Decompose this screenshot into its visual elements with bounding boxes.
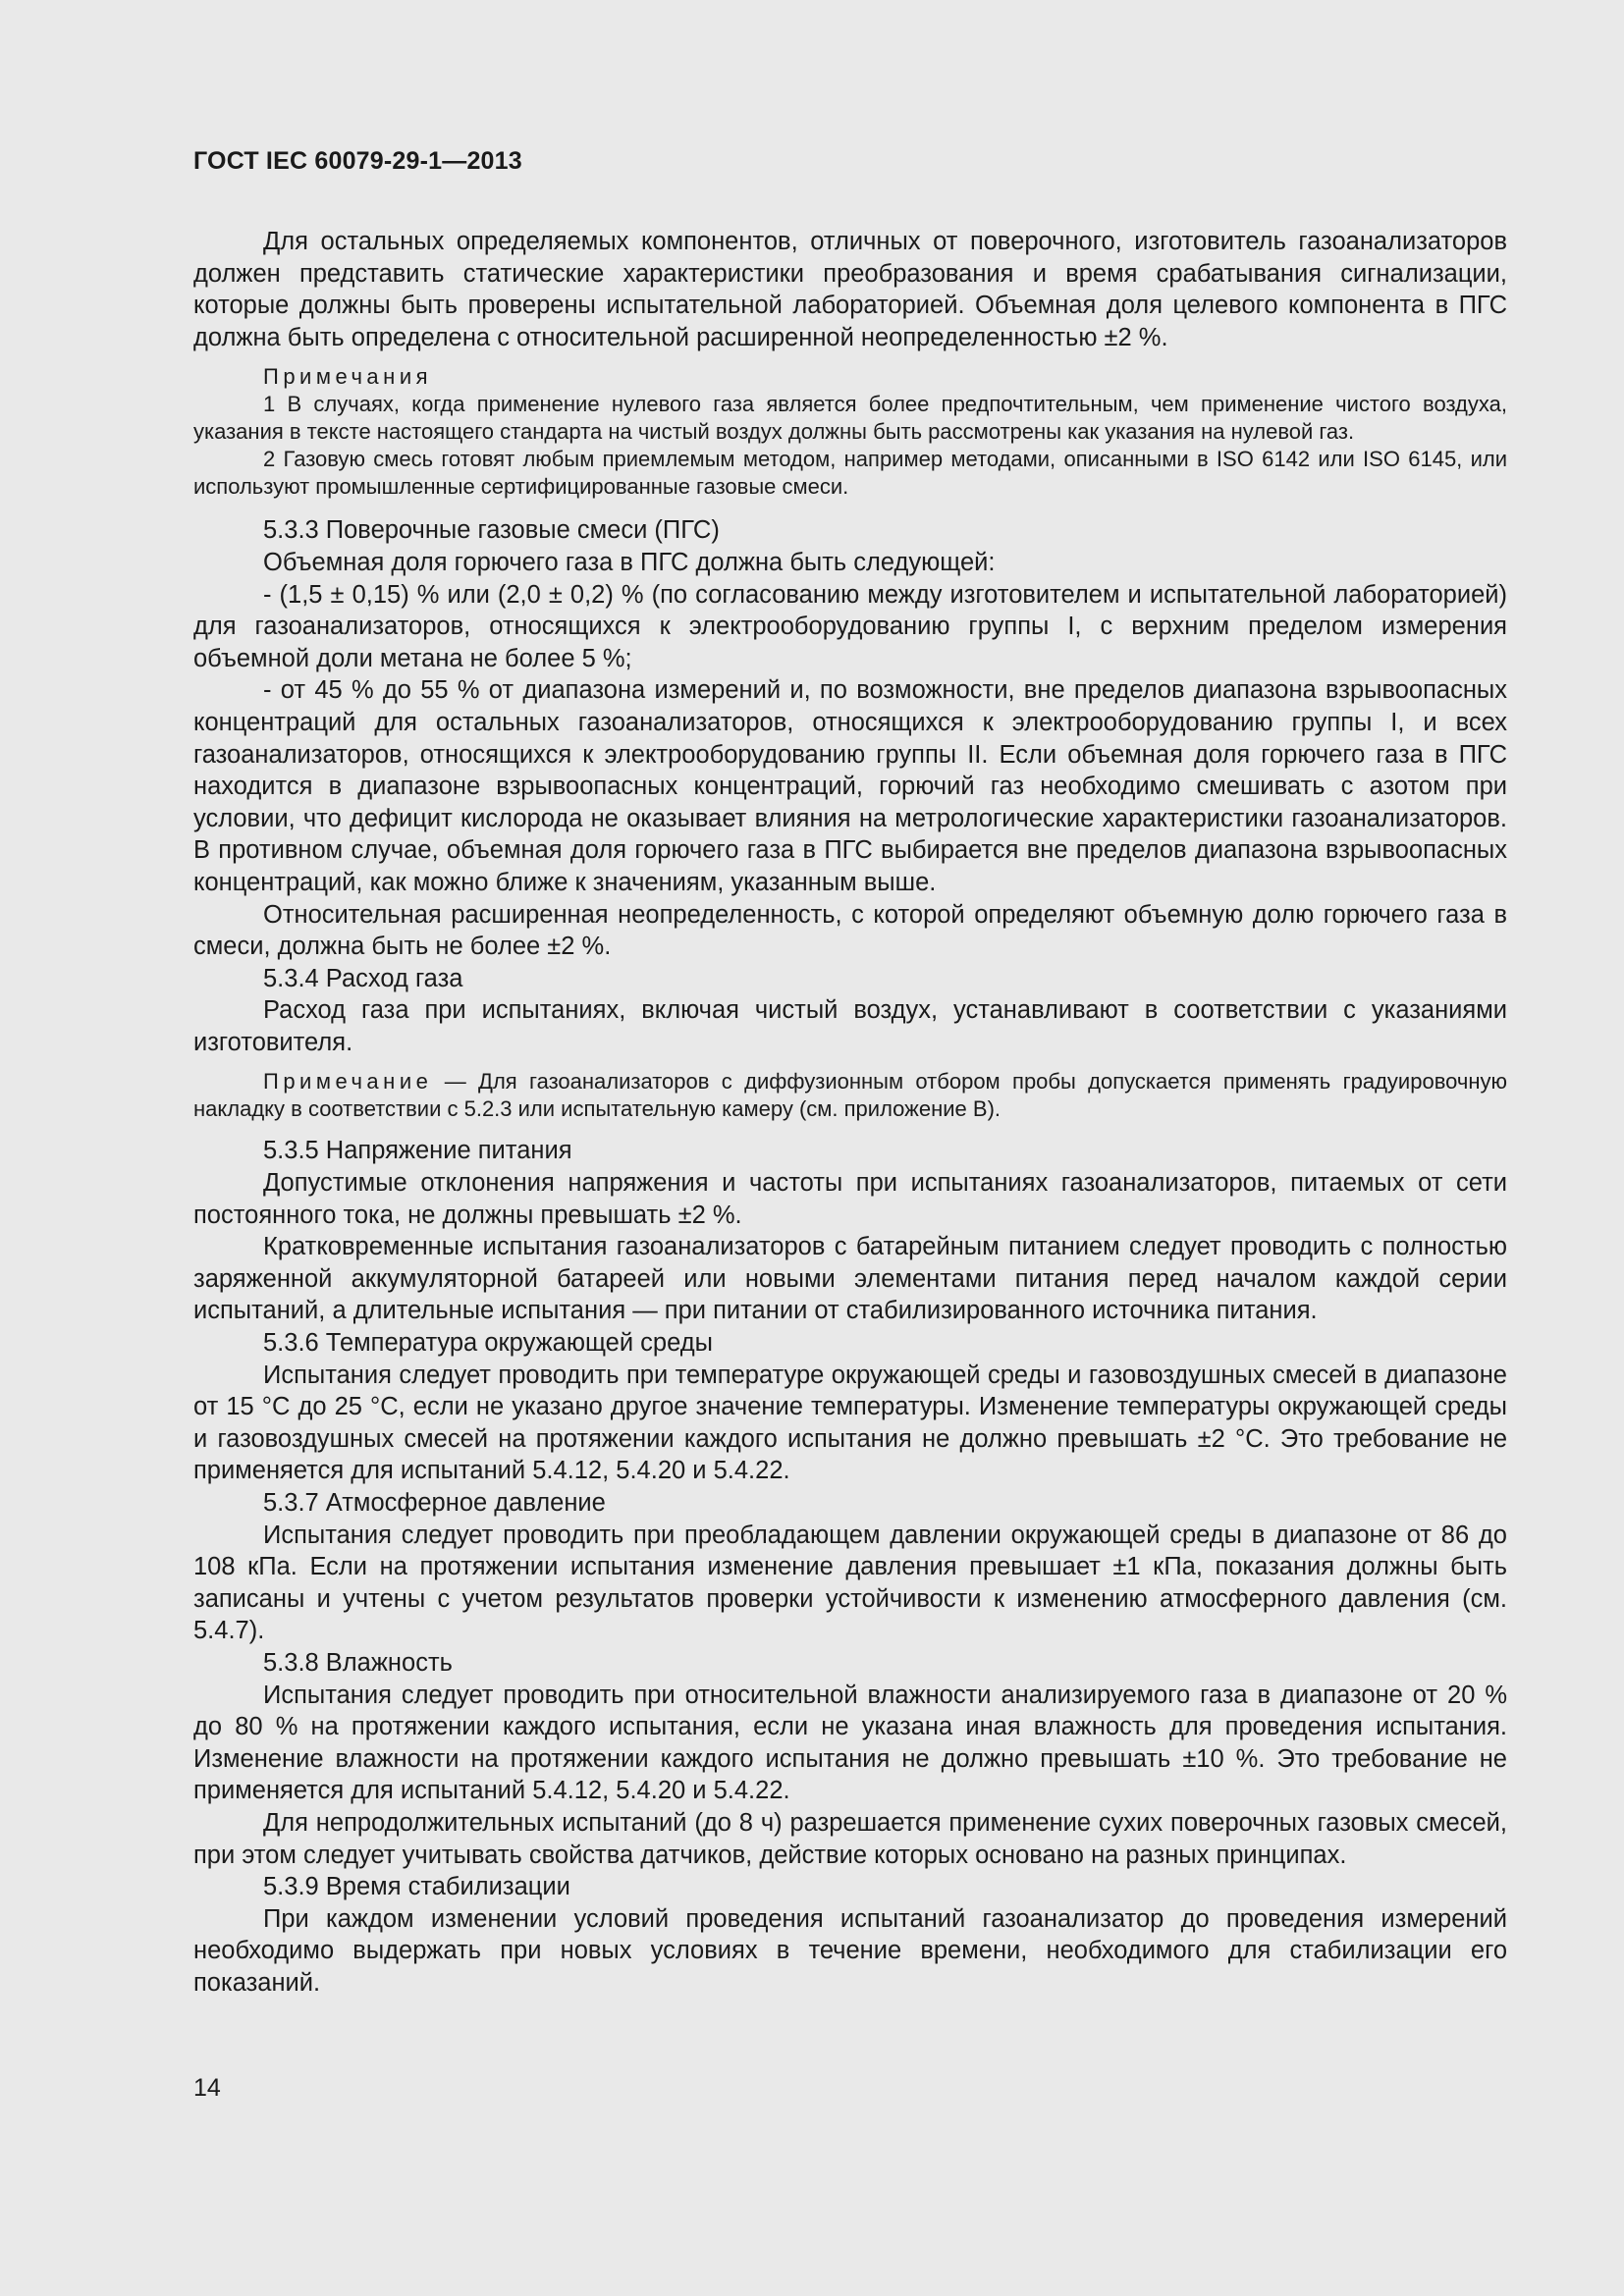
section-5-3-5-paragraph-1: Допустимые отклонения напряжения и частоты при испытаниях газоанализаторов, питаемых от сети постоянного тока, не должны превышать ±2 %. — [193, 1169, 1507, 1229]
section-5-3-8-paragraph-1: Испытания следует проводить при относительной влажности анализируемого газа в диапазоне от 20 % до 80 % на протяжении каждого испытания, если не указана иная влажность для проведения испытания. Изменение влажности на протяжении каждого испытания не должно превышать ±10 %. Это требование не применяется для испытаний 5.4.12, 5.4.20 и 5.4.22. — [193, 1681, 1507, 1805]
section-5-3-3-paragraph-3: - от 45 % до 55 % от диапазона измерений и, по возможности, вне пределов диапазона взрывоопасных концентраций для остальных газоанализаторов, относящихся к электрооборудованию группы I, и всех газоанализаторов, относящихся к электрооборудованию группы II. Если объемная доля горючего газа в ПГС находится в диапазоне взрывоопасных концентраций, горючий газ необходимо смешивать с азотом при условии, что дефицит кислорода не оказывает влияния на метрологические характеристики газоанализаторов. В противном случае, объемная доля горючего газа в ПГС выбирается вне пределов диапазона взрывоопасных концентраций, как можно ближе к значениям, указанным выше. — [193, 676, 1507, 896]
document-header: ГОСТ IEC 60079-29-1—2013 — [193, 147, 522, 175]
section-5-3-6-title: 5.3.6 Температура окружающей среды — [263, 1329, 713, 1358]
section-5-3-3-paragraph-2: - (1,5 ± 0,15) % или (2,0 ± 0,2) % (по согласованию между изготовителем и испытательной лабораторией) для газоанализаторов, относящихся к электрооборудованию группы I, с верхним пределом измерения объемной доли метана не более 5 %; — [193, 580, 1507, 672]
note-1: 1 В случаях, когда применение нулевого газа является более предпочтительным, чем применение чистого воздуха, указания в тексте настоящего стандарта на чистый воздух должны быть рассмотрены как указания на нулевой газ. — [193, 392, 1507, 445]
notes-label: Примечания — [263, 364, 433, 390]
section-5-3-5-paragraph-2: Кратковременные испытания газоанализаторов с батарейным питанием следует проводить с полностью заряженной аккумуляторной батареей или новыми элементами питания перед началом каждой серии испытаний, а длительные испытания — при питании от стабилизированного источника питания. — [193, 1233, 1507, 1325]
section-5-3-7-paragraph-1: Испытания следует проводить при преобладающем давлении окружающей среды в диапазоне от 86 до 108 кПа. Если на протяжении испытания изменение давления превышает ±1 кПа, показания должны быть записаны и учтены с учетом результатов проверки устойчивости к изменению атмосферного давления (см. 5.4.7). — [193, 1521, 1507, 1645]
section-5-3-4-paragraph-1: Расход газа при испытаниях, включая чистый воздух, устанавливают в соответствии с указаниями изготовителя. — [193, 996, 1507, 1056]
section-5-3-3-paragraph-4: Относительная расширенная неопределенность, с которой определяют объемную долю горючего газа в смеси, должна быть не более ±2 %. — [193, 900, 1507, 961]
note-3-text: — Для газоанализаторов с диффузионным отбором пробы допускается применять градуировочную накладку в соответствии с 5.2.3 или испытательную камеру (см. приложение В). — [193, 1069, 1507, 1122]
section-5-3-9-title: 5.3.9 Время стабилизации — [263, 1873, 570, 1901]
section-5-3-6-paragraph-1: Испытания следует проводить при температуре окружающей среды и газовоздушных смесей в диапазоне от 15 °C до 25 °C, если не указано другое значение температуры. Изменение температуры окружающей среды и газовоздушных смесей на протяжении каждого испытания не должно превышать ±2 °C. Это требование не применяется для испытаний 5.4.12, 5.4.20 и 5.4.22. — [193, 1361, 1507, 1485]
page-content — [193, 226, 1507, 2000]
section-5-3-3-paragraph-1: Объемная доля горючего газа в ПГС должна быть следующей: — [263, 548, 996, 576]
note-3-label: Примечание — [263, 1069, 433, 1095]
section-5-3-7-title: 5.3.7 Атмосферное давление — [263, 1489, 606, 1517]
note-3 — [193, 1068, 1507, 1123]
section-5-3-4-title: 5.3.4 Расход газа — [263, 964, 463, 992]
page-number: 14 — [193, 2074, 221, 2102]
section-5-3-5-title: 5.3.5 Напряжение питания — [263, 1137, 572, 1165]
section-5-3-3-title: 5.3.3 Поверочные газовые смеси (ПГС) — [263, 516, 720, 545]
section-5-3-8-paragraph-2: Для непродолжительных испытаний (до 8 ч) разрешается применение сухих поверочных газовых смесей, при этом следует учитывать свойства датчиков, действие которых основано на разных принципах. — [193, 1808, 1507, 1869]
note-2: 2 Газовую смесь готовят любым приемлемым методом, например методами, описанными в ISO 6142 или ISO 6145, или используют промышленные сертифицированные газовые смеси. — [193, 447, 1507, 500]
section-5-3-9-paragraph-1: При каждом изменении условий проведения испытаний газоанализатор до проведения измерений необходимо выдержать при новых условиях в течение времени, необходимого для стабилизации его показаний. — [193, 1904, 1507, 1997]
section-5-3-8-title: 5.3.8 Влажность — [263, 1648, 453, 1677]
paragraph-intro: Для остальных определяемых компонентов, отличных от поверочного, изготовитель газоанализаторов должен представить статические характеристики преобразования и время срабатывания сигнализации, которые должны быть проверены испытательной лабораторией. Объемная доля целевого компонента в ПГС должна быть определена с относительной расширенной неопределенностью ±2 %. — [193, 228, 1507, 351]
